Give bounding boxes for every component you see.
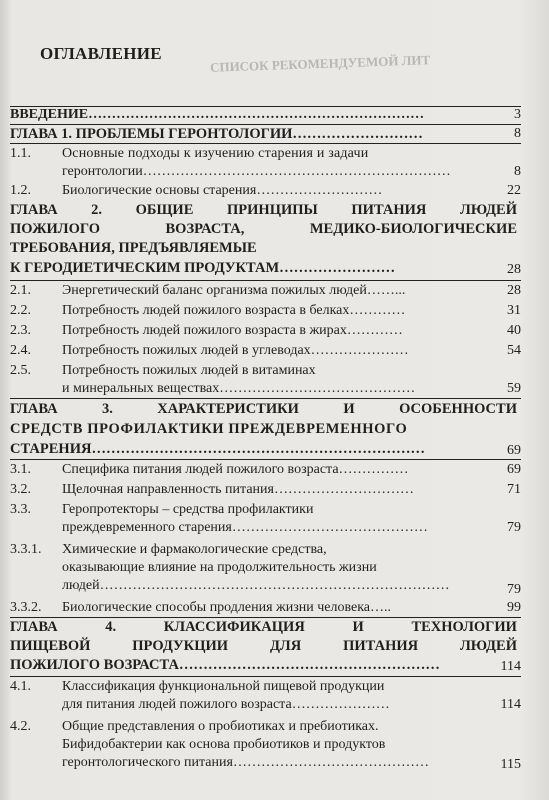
section-number: 1.2. bbox=[10, 183, 31, 198]
divider bbox=[10, 280, 521, 281]
word: ГЛАВА bbox=[10, 619, 58, 635]
toc-entry-section-4-2[interactable]: Общие представления о пробиотиках и пребиотиках. bbox=[62, 719, 379, 734]
page-number: 54 bbox=[507, 343, 521, 358]
divider bbox=[10, 398, 521, 399]
toc-entry-chapter-4[interactable] bbox=[10, 619, 517, 636]
toc-entry-section-4-1-cont[interactable]: для питания людей пожилого возраста………………… bbox=[62, 697, 390, 712]
page-number: 69 bbox=[507, 462, 521, 477]
word: ВОЗРАСТА, bbox=[165, 221, 245, 237]
divider bbox=[10, 676, 521, 677]
word: 3. bbox=[101, 401, 113, 417]
page-number: 31 bbox=[507, 303, 521, 318]
word: ЛЮДЕЙ bbox=[460, 638, 517, 654]
page-number: 28 bbox=[507, 262, 521, 277]
word: ПИЩЕВОЙ bbox=[10, 638, 91, 654]
word: ДЛЯ bbox=[269, 638, 302, 654]
section-number: 2.2. bbox=[10, 303, 31, 318]
toc-entry-section-2-3[interactable]: Потребность людей пожилого возраста в жирах………… bbox=[62, 323, 403, 338]
toc-entry-section-3-2[interactable]: Щелочная направленность питания………………………… bbox=[62, 482, 414, 497]
toc-entry-chapter-1[interactable]: ГЛАВА 1. ПРОБЛЕМЫ ГЕРОНТОЛОГИИ……………………… bbox=[10, 126, 423, 142]
toc-entry-chapter-3-line-3[interactable]: СТАРЕНИЯ…………………………………………………………… bbox=[10, 441, 425, 457]
toc-entry-section-3-3-1[interactable]: Химические и фармакологические средства, bbox=[62, 542, 327, 557]
word: И bbox=[343, 401, 355, 417]
toc-entry-section-3-1[interactable]: Специфика питания людей пожилого возраста…………… bbox=[62, 462, 409, 477]
section-number: 2.5. bbox=[10, 363, 31, 378]
page-number: 79 bbox=[507, 582, 521, 597]
toc-entry-section-4-1[interactable]: Классификация функциональной пищевой продукции bbox=[62, 679, 385, 694]
page-number: 114 bbox=[500, 697, 521, 712]
page-number: 114 bbox=[500, 659, 521, 674]
toc-entry-section-1-1[interactable]: Основные подходы к изучению старения и задачи bbox=[62, 146, 369, 161]
divider bbox=[10, 124, 521, 125]
page-number: 3 bbox=[514, 107, 521, 122]
word: ЛЮДЕЙ bbox=[460, 202, 517, 218]
section-number: 3.3.1. bbox=[10, 542, 42, 557]
toc-entry-section-2-2[interactable]: Потребность людей пожилого возраста в белках………… bbox=[62, 303, 406, 318]
toc-entry-section-3-3-cont[interactable]: преждевременного старения…………………………………… bbox=[62, 520, 428, 535]
word: ОСОБЕННОСТИ bbox=[399, 401, 517, 417]
toc-entry-chapter-2-line-2[interactable] bbox=[10, 221, 517, 238]
section-number: 2.4. bbox=[10, 343, 31, 358]
toc-heading: ОГЛАВЛЕНИЕ bbox=[40, 44, 162, 63]
toc-entry-chapter-2[interactable] bbox=[10, 202, 517, 219]
word: 2. bbox=[91, 202, 103, 218]
word: КЛАССИФИКАЦИЯ bbox=[163, 619, 305, 635]
section-number: 3.3.2. bbox=[10, 600, 42, 615]
toc-entry-section-4-2-cont[interactable]: Бифидобактерии как основа пробиотиков и продуктов bbox=[62, 737, 386, 752]
toc-entry-section-2-5-cont[interactable]: и минеральных веществах…………………………………… bbox=[62, 381, 416, 396]
toc-entry-chapter-2-line-4[interactable]: К ГЕРОДИЕТИЧЕСКИМ ПРОДУКТАМ…………………… bbox=[10, 260, 396, 276]
word: ПИТАНИЯ bbox=[343, 638, 419, 654]
page-number: 79 bbox=[507, 520, 521, 535]
word: ПИТАНИЯ bbox=[351, 202, 427, 218]
word: ХАРАКТЕРИСТИКИ bbox=[157, 401, 299, 417]
word: МЕДИКО-БИОЛОГИЧЕСКИЕ bbox=[309, 221, 517, 237]
toc-entry-chapter-3[interactable] bbox=[10, 401, 517, 418]
section-number: 1.1. bbox=[10, 146, 31, 161]
page-number: 8 bbox=[514, 164, 521, 179]
page-number: 22 bbox=[507, 183, 521, 198]
word: ОБЩИЕ bbox=[135, 202, 194, 218]
toc-entry-section-3-3-2[interactable]: Биологические способы продления жизни человека….. bbox=[62, 600, 391, 615]
divider bbox=[10, 617, 521, 618]
page-number: 8 bbox=[514, 126, 521, 141]
bleed-through-text: СПИСОК РЕКОМЕНДУЕМОЙ ЛИТ bbox=[209, 52, 431, 75]
word: И bbox=[352, 619, 364, 635]
page-number: 40 bbox=[507, 323, 521, 338]
word: ГЛАВА bbox=[10, 202, 58, 218]
word: ПРОДУКЦИИ bbox=[132, 638, 229, 654]
word: ПРИНЦИПЫ bbox=[227, 202, 318, 218]
word: ПОЖИЛОГО bbox=[10, 221, 101, 237]
section-number: 3.3. bbox=[10, 502, 31, 517]
section-number: 4.1. bbox=[10, 679, 31, 694]
word: ТЕХНОЛОГИИ bbox=[411, 619, 517, 635]
section-number: 2.1. bbox=[10, 283, 31, 298]
toc-entry-section-2-4[interactable]: Потребность пожилых людей в углеводах………………… bbox=[62, 343, 409, 358]
word: 4. bbox=[105, 619, 117, 635]
page-number: 99 bbox=[507, 600, 521, 615]
section-number: 2.3. bbox=[10, 323, 31, 338]
toc-entry-section-2-5[interactable]: Потребность пожилых людей в витаминах bbox=[62, 363, 316, 378]
toc-entry-section-1-1-cont[interactable]: геронтологии………………………………………………………… bbox=[62, 164, 451, 179]
toc-entry-intro[interactable]: ВВЕДЕНИЕ……………………………………………………………… bbox=[10, 107, 425, 122]
toc-entry-chapter-4-line-2[interactable] bbox=[10, 638, 517, 655]
page-number: 115 bbox=[500, 757, 521, 772]
toc-entry-section-3-3[interactable]: Геропротекторы – средства профилактики bbox=[62, 502, 314, 517]
section-number: 3.2. bbox=[10, 482, 31, 497]
word: ГЛАВА bbox=[10, 401, 58, 417]
page-number: 71 bbox=[507, 482, 521, 497]
toc-entry-section-2-1[interactable]: Энергетический баланс организма пожилых людей……... bbox=[62, 283, 406, 298]
divider bbox=[10, 459, 521, 460]
page-number: 28 bbox=[507, 283, 521, 298]
page-number: 69 bbox=[507, 443, 521, 458]
toc-entry-section-3-3-1-cont[interactable]: людей………………………………………………………………… bbox=[62, 578, 450, 593]
toc-entry-chapter-4-line-3[interactable]: ПОЖИЛОГО ВОЗРАСТА……………………………………………… bbox=[10, 657, 440, 673]
toc-entry-chapter-3-line-2[interactable]: СРЕДСТВ ПРОФИЛАКТИКИ ПРЕЖДЕВРЕМЕННОГО bbox=[10, 421, 408, 437]
toc-entry-section-4-2-cont[interactable]: геронтологического питания…………………………………… bbox=[62, 755, 429, 770]
divider bbox=[10, 143, 521, 144]
toc-entry-section-3-3-1-cont[interactable]: оказывающие влияние на продолжительность жизни bbox=[62, 560, 377, 575]
section-number: 4.2. bbox=[10, 719, 31, 734]
section-number: 3.1. bbox=[10, 462, 31, 477]
page-number: 59 bbox=[507, 381, 521, 396]
toc-entry-section-1-2[interactable]: Биологические основы старения……………………… bbox=[62, 183, 383, 198]
toc-entry-chapter-2-line-3[interactable]: ТРЕБОВАНИЯ, ПРЕДЪЯВЛЯЕМЫЕ bbox=[10, 240, 257, 256]
